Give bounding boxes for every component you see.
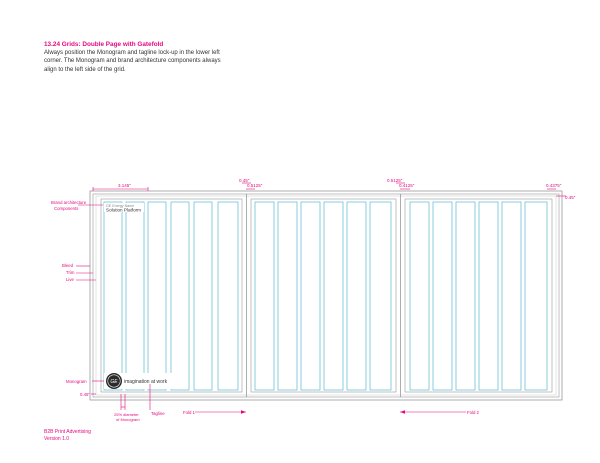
panel-3-live — [405, 199, 552, 392]
dim-right-side: 0.45" — [565, 195, 576, 200]
dim-gatefold-top: 0.5125" — [387, 178, 403, 183]
dim-gatefold-gap: 0.4125" — [399, 183, 415, 188]
footer-version: Version 1.0 — [44, 436, 70, 442]
grid-column — [502, 202, 521, 390]
page-heading: 13.24 Grids: Double Page with Gatefold — [44, 41, 164, 48]
monogram-letters: GE — [110, 379, 118, 385]
panel-1-columns — [104, 202, 238, 390]
grid-column — [456, 202, 475, 390]
grid-column — [126, 202, 144, 390]
panel-3-columns — [410, 202, 547, 390]
brand-solution-platform: Solution Platform — [106, 207, 141, 213]
dim-left-margin: 3.145" — [118, 183, 131, 188]
dim-gutter-right: 0.5125" — [247, 183, 263, 188]
label-trim: Trim — [66, 270, 75, 275]
panel-2-live — [251, 199, 396, 392]
grid-column — [301, 202, 320, 390]
label-monogram-diameter-1: 25% diameter — [114, 412, 139, 417]
trim-frame — [93, 194, 559, 397]
grid-column — [525, 202, 547, 390]
label-monogram-diameter-2: of Monogram — [116, 417, 140, 422]
grid-column — [171, 202, 189, 390]
page-description: Always position the Monogram and tagline lock-up in the lower left corner. The Monogram and brand architecture components always align to the left side of the grid. — [44, 50, 221, 73]
grid-column — [324, 202, 343, 390]
dim-gutter-top: 0.45" — [239, 178, 250, 183]
grid-column — [148, 202, 166, 390]
label-components: Components — [54, 206, 79, 211]
grid-column — [278, 202, 297, 390]
page-footer — [44, 429, 91, 443]
label-tagline: Tagline — [151, 411, 165, 416]
grid-column — [218, 202, 238, 390]
panel-2-columns — [255, 202, 391, 390]
fold-2-arrowhead — [400, 410, 405, 414]
label-monogram: Monogram — [66, 379, 87, 384]
grid-column — [194, 202, 212, 390]
brand-energy-name: GE Energy Name — [106, 204, 135, 208]
label-bleed: Bleed — [62, 263, 73, 268]
grid-column — [255, 202, 274, 390]
grid-column — [410, 202, 429, 390]
grid-column — [433, 202, 452, 390]
dim-right-top: 0.4375" — [546, 183, 562, 188]
dim-bottom-left: 0.45" — [80, 392, 90, 397]
grid-column — [104, 202, 122, 390]
label-fold-2: Fold 2 — [467, 410, 479, 415]
grid-column — [479, 202, 498, 390]
live-frame — [96, 196, 556, 395]
tagline-text: imagination at work — [124, 379, 168, 385]
fold-1-arrowhead — [241, 410, 246, 414]
label-live: Live — [66, 277, 74, 282]
grid-column — [347, 202, 366, 390]
label-brand-architecture: Brand architecture — [51, 200, 87, 205]
bleed-frame — [90, 191, 562, 400]
footer-title: B2B Print Advertising — [44, 429, 91, 435]
label-fold-1: Fold 1 — [183, 410, 195, 415]
grid-column — [370, 202, 391, 390]
